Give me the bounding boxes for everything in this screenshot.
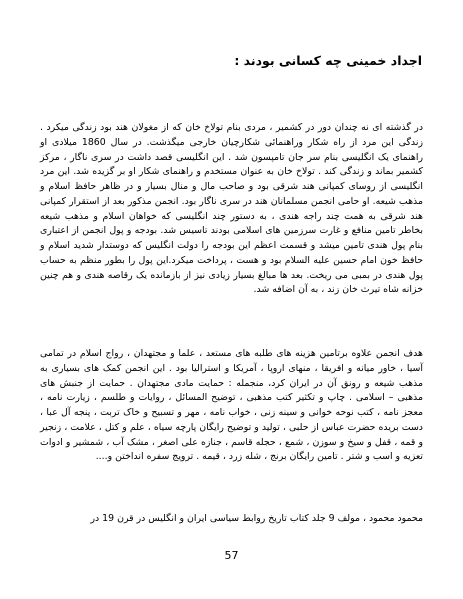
page-number: 57 [224,549,239,562]
paragraph-3: محمود محمود ، مولف 9 جلد کتاب تاریخ روابط سیاسی ایران و انگلیس در قرن 19 در [90,513,423,524]
section-heading: اجداد خمینی چه کسانی بودند : [234,53,422,68]
paragraph-1: در گذشته ای نه چندان دور در کشمیر ، مردی بنام تولاخ خان که از مغولان هند بود زندگی میکرد . زندگی این مرد از راه شکار وراهنمائی شکارچیان خارجی میگذشت. در سال 1860 میلادی او راهنمای یک انگلیسی بنام سر جان تامپسون شد . این انگلیسی قصد داشت در سری ناگار ، مرکز کشمیر بماند و زندگی کند . تولاخ خان به عنوان مستخدم و راهنمای شکار او بر گزیده شد. این مرد انگلیسی از روسای کمپانی هند شرقی بود و صاحب مال و منال بسیار و در ظاهر حافظ اسلام و مذهب شیعه. او حامی انجمن مسلمانان هند در سری ناگار بود. انجمن مذکور بعد از استقرار کمپانی هند شرقی به همت چند راجه هندی ، به دستور چند انگلیسی که خواهان اسلام و مذهب شیعه بخاطر تامین منافع و غارت سرزمین های اسلامی بودند تاسیس شد. بودجه و پول انجمن از اعتباری بنام پول هندی تامین میشد و قسمت اعظم این بودجه را دولت انگلیس که دوستدار شدید اسلام و حافظ خون امام حسین علیه السلام بود و هست ، پرداخت میکرد.این پول را بطور منظم به حساب پول هندی در بمبی می ریخت. بعد ها مبالغ بسیار زیادی نیز از بازمانده یک رقاصه هندی و هم چنین خزانه شاه تیرث خان زند ، به آن اضافه شد. [40,122,423,296]
paragraph-2: هدف انجمن علاوه برتامین هزینه های طلبه های مستعد ، علما و مجتهدان ، رواج اسلام در تمامی آسیا ، خاور میانه و افریقا ، منهای اروپا ، آمریکا و استرالیا بود . این انجمن کمک های بسیاری به مذهب شیعه و رونق آن در ایران کرد، منجمله : حمایت مادی مجتهدان . حمایت از جنبش های مذهبی – اسلامی . چاپ و تکثیر کتب مذهبی ، توضیح المسائل ، روایات و طلسم ، زیارت نامه ، معجز نامه ، کتب نوحه خوانی و سینه زنی ، خواب نامه ، مهر و تسبیح و خاک تربت ، پنجه آل عبا ، دست بریده حضرت عباس از حلبی ، تولید و توضیح رایگان پارچه سیاه ، علم و کتل ، علامت ، زنجیر و قمه ، قفل و سیخ و سوزن ، شمع ، حجله قاسم ، جنازه علی اصغر ، مشک آب ، شمشیر و ادوات تعزیه و اسب و شتر . تامین رایگان برنج ، شله زرد ، قیمه . ترویج سفره انداختن و.... [40,348,423,463]
